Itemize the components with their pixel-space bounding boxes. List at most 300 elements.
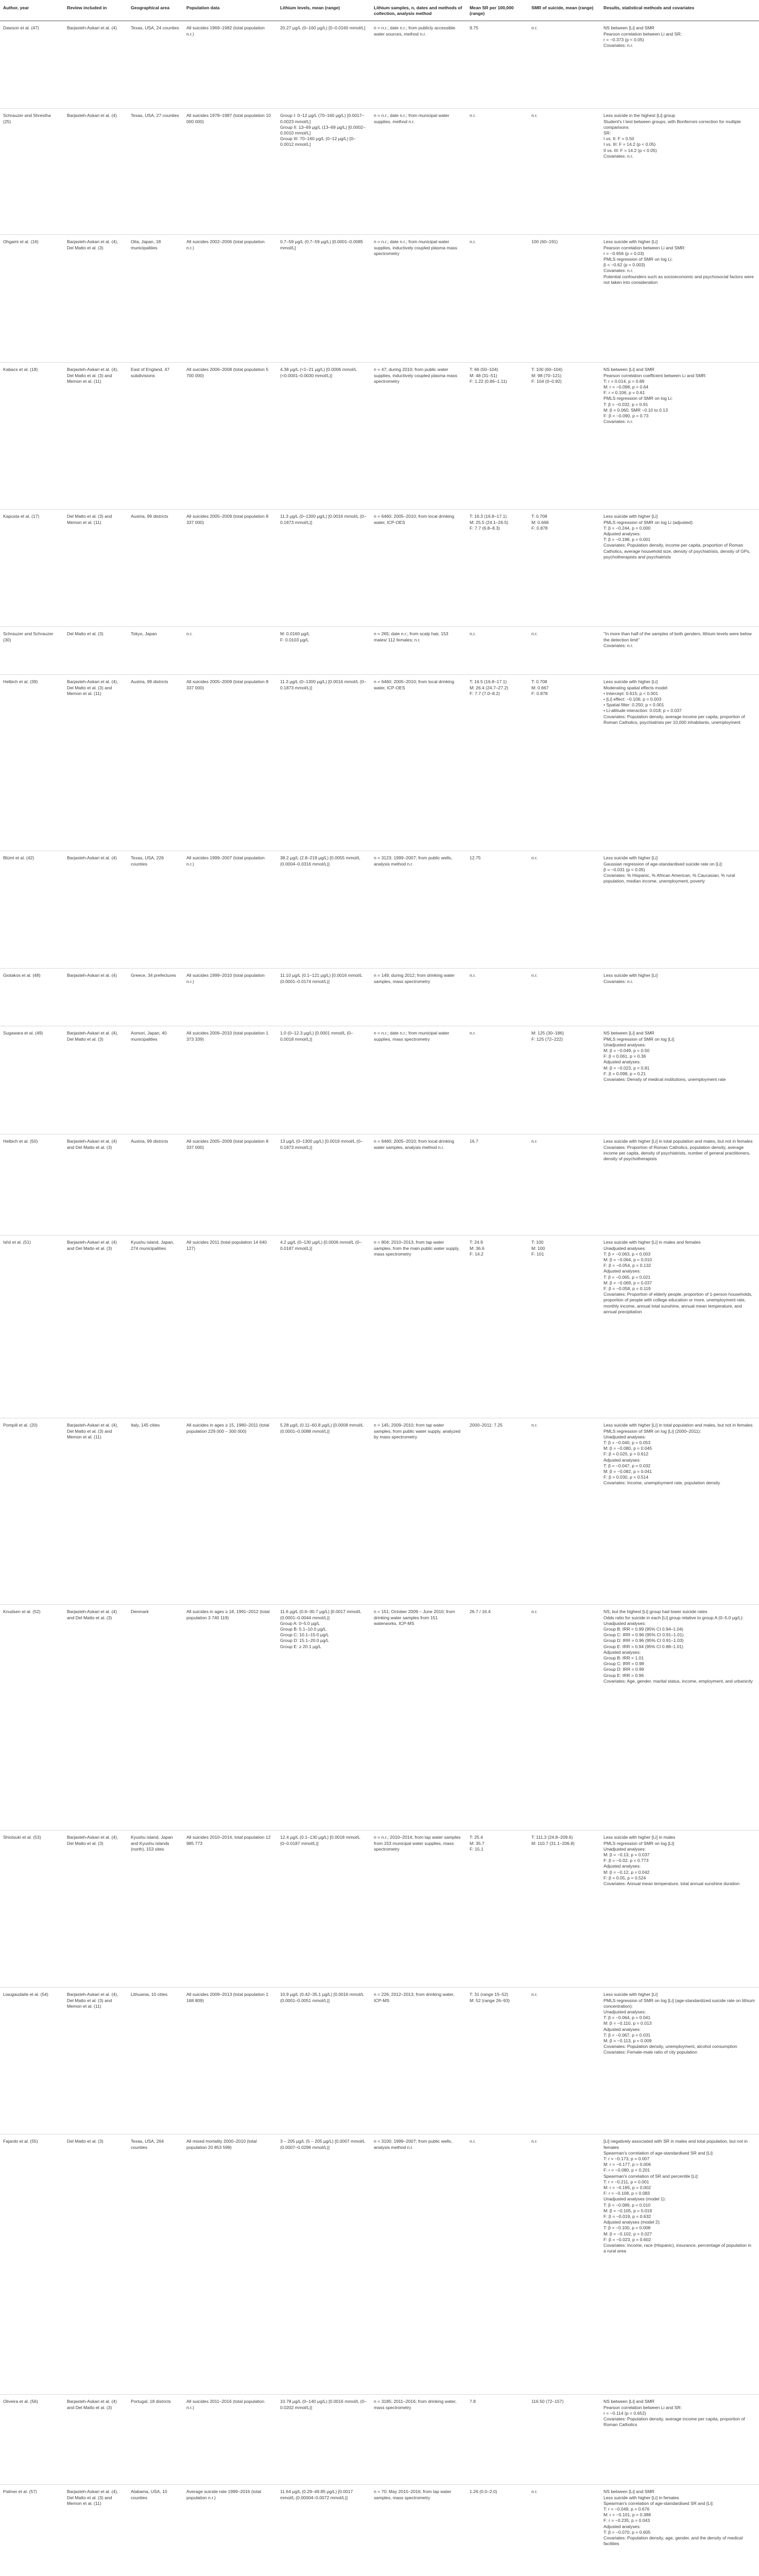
- author-cell: [0, 2134, 64, 2395]
- cell-text: Barjasteh-Askari et al. (4) and Del Matto et al. (3): [67, 1139, 118, 1150]
- cell-text: Helbich et al. (50): [3, 1139, 38, 1144]
- cell-text: Less suicide with higher [Li] Covariates: n.r.: [603, 973, 658, 984]
- cell-text: 11.10 μg/L (0.1–121 μg/L) [0.0016 mmol/L (0.0001–0.0174 mmol/L)]: [280, 973, 364, 984]
- author-cell: [0, 969, 64, 1026]
- cell-text: Texas, USA, 24 counties: [131, 25, 179, 31]
- table-row: [0, 851, 759, 969]
- review-cell: [64, 235, 128, 363]
- table-row: [0, 1831, 759, 1988]
- author-cell: [0, 1134, 64, 1235]
- cell-text: Denmark: [131, 1609, 149, 1615]
- cell-text: Kyushu island, Japan and Kyushu islands (north), 153 sites: [131, 1835, 175, 1852]
- table-row: [0, 675, 759, 851]
- smr-cell: [528, 363, 600, 510]
- smr-cell: [528, 1026, 600, 1134]
- samples-cell: [371, 21, 467, 109]
- cell-text: Kapusta et al. (17): [3, 514, 40, 519]
- review-cell: [64, 1026, 128, 1134]
- cell-text: n.r.: [531, 2139, 538, 2144]
- cell-text: n.r.: [531, 1422, 538, 1428]
- cell-text: All suicides 1978–1987 (total population 10 000 000): [186, 113, 272, 124]
- cell-text: Less suicide with higher [Li] PMLS regression of SMR on log [Li] (age-standardized suicide rate on lithium concentration): Unadjusted analyses: T: β = −0.064, p = 0.041 M: β = −0.110, p = 0.013 Adjusted analyses: T: β = −0.067, p = 0.031 M: β = −0.113, p = 0.009 Covariates: Population density, unemployment, alcohol consumption Covariates: Female-male ratio of city population: [603, 1992, 755, 2055]
- lithium-level-cell: [277, 1831, 371, 1988]
- cell-text: 20.27 μg/L (0–160 μg/L) [0–0.0160 mmol/L]: [280, 25, 366, 31]
- cell-text: n = 145; 2009–2010; from tap water samples, from public water supply, analyzed by mass spectrometry: [374, 1422, 462, 1439]
- samples-cell: [371, 2485, 467, 2576]
- suicide-rate-cell: [467, 1026, 528, 1134]
- review-cell: [64, 2485, 128, 2576]
- cell-text: n.r.: [470, 631, 476, 637]
- results-cell: [600, 1418, 759, 1605]
- cell-text: Barjasteh-Askari et al. (4), Del Matto et al. (3): [67, 239, 119, 250]
- cell-text: n.r.: [531, 1992, 538, 1997]
- results-cell: [600, 1831, 759, 1988]
- suicide-rate-cell: [467, 851, 528, 969]
- cell-text: Kyushu island, Japan, 274 municipalities: [131, 1240, 176, 1251]
- review-cell: [64, 1418, 128, 1605]
- smr-cell: [528, 235, 600, 363]
- cell-text: Schrauzer and Schrauzer (30): [3, 631, 55, 642]
- results-cell: [600, 675, 759, 851]
- cell-text: n = 6460; 2005–2010; from local drinking water, ICP-OES: [374, 514, 456, 525]
- cell-text: Helbich et al. (39): [3, 679, 38, 685]
- suicide-rate-cell: [467, 1235, 528, 1418]
- cell-text: T: 16.3 (16.8–17.1) M: 25.5 (24.1–26.5) F: 7.7 (6.8–8.3): [470, 514, 509, 531]
- cell-text: T: 24.9 M: 36.6 F: 14.2: [470, 1240, 485, 1257]
- cell-text: Pompili et al. (20): [3, 1422, 38, 1428]
- cell-text: Barjasteh-Askari et al. (4), Del Matto et al. (3) and Memon et al. (11): [67, 1422, 119, 1439]
- population-cell: [183, 2134, 277, 2395]
- suicide-rate-cell: [467, 363, 528, 510]
- smr-cell: [528, 969, 600, 1026]
- cell-text: 116.50 (72–157): [531, 2399, 564, 2404]
- cell-text: Texas, USA, 27 counties: [131, 113, 179, 118]
- cell-text: Texas, USA, 226 counties: [131, 855, 165, 867]
- cell-text: All suicides 2010–2014, total population 12 985 773: [186, 1835, 272, 1846]
- suicide-rate-cell: [467, 1134, 528, 1235]
- review-cell: [64, 1605, 128, 1831]
- samples-cell: [371, 675, 467, 851]
- column-header: Population data: [183, 0, 277, 21]
- column-header: Lithium samples, n, dates and methods of collection, analysis method: [371, 0, 467, 21]
- cell-text: Less suicide with higher [Li] Pearson correlation between Li and SMR: r = −0.656 (p = 0.03) PMLS regression of SMR on log Li: β = −0.62 (p = 0.003) Covariates: n.r. Potential confounders such as socioeconomic and psychosocial factors were not taken into consideration: [603, 239, 754, 285]
- cell-text: M: 125 (30–186) F: 125 (72–222): [531, 1030, 564, 1042]
- author-cell: [0, 1605, 64, 1831]
- cell-text: Portugal, 18 districts: [131, 2399, 171, 2404]
- cell-text: Barjasteh-Askari et al. (4) and Del Matto et al. (3): [67, 1609, 118, 1620]
- samples-cell: [371, 1418, 467, 1605]
- cell-text: All suicides 1999–2007 (total population n.r.): [186, 855, 266, 867]
- table-row: [0, 1418, 759, 1605]
- results-cell: [600, 851, 759, 969]
- area-cell: [128, 2395, 183, 2485]
- column-header: Geographical area: [128, 0, 183, 21]
- review-cell: [64, 2395, 128, 2485]
- lithium-level-cell: [277, 21, 371, 109]
- area-cell: [128, 1235, 183, 1418]
- cell-text: 12.4 μg/L (0.1–130 μg/L) [0.0018 mmol/L (0–0.0187 mmol/L)]: [280, 1835, 361, 1846]
- population-cell: [183, 1026, 277, 1134]
- samples-cell: [371, 1134, 467, 1235]
- lithium-level-cell: [277, 2134, 371, 2395]
- suicide-rate-cell: [467, 675, 528, 851]
- cell-text: n = 70; May 2015–2016; from tap water samples, mass spectrometry: [374, 2489, 453, 2500]
- samples-cell: [371, 109, 467, 235]
- area-cell: [128, 235, 183, 363]
- table-row: [0, 1605, 759, 1831]
- review-cell: [64, 969, 128, 1026]
- population-cell: [183, 109, 277, 235]
- suicide-rate-cell: [467, 627, 528, 675]
- samples-cell: [371, 2395, 467, 2485]
- cell-text: Barjasteh-Askari et al. (4) and Del Matto et al. (3): [67, 2399, 118, 2410]
- lithium-level-cell: [277, 363, 371, 510]
- samples-cell: [371, 851, 467, 969]
- cell-text: n.r.: [470, 113, 476, 118]
- cell-text: Average suicide rate 1999–2016 (total population n.r.): [186, 2489, 263, 2500]
- population-cell: [183, 363, 277, 510]
- cell-text: 11.3 μg/L (0–1300 μg/L) [0.0016 mmol/L (0–0.1873 mmol/L)]: [280, 514, 367, 525]
- lithium-level-cell: [277, 675, 371, 851]
- column-header: Mean SR per 100,000 (range): [467, 0, 528, 21]
- results-cell: [600, 1134, 759, 1235]
- cell-text: Barjasteh-Askari et al. (4): [67, 25, 117, 31]
- population-cell: [183, 1988, 277, 2134]
- cell-text: n.r.: [531, 855, 538, 861]
- cell-text: n.r.: [531, 973, 538, 978]
- suicide-rate-cell: [467, 109, 528, 235]
- cell-text: M: 0.0160 μg/L F: 0.0103 μg/L: [280, 631, 310, 642]
- author-cell: [0, 675, 64, 851]
- cell-text: Barjasteh-Askari et al. (4): [67, 113, 117, 118]
- author-cell: [0, 851, 64, 969]
- table-row: [0, 2485, 759, 2576]
- suicide-rate-cell: [467, 21, 528, 109]
- column-header: Lithium levels, mean (range): [277, 0, 371, 21]
- cell-text: Lithuania, 10 cities: [131, 1992, 168, 1997]
- cell-text: Aomori, Japan, 40 municipalities: [131, 1030, 168, 1042]
- cell-text: 12.75: [470, 855, 481, 861]
- cell-text: n.r.: [531, 1609, 538, 1615]
- results-cell: [600, 2395, 759, 2485]
- area-cell: [128, 1605, 183, 1831]
- population-cell: [183, 969, 277, 1026]
- cell-text: Less suicide with higher [Li] in total population and males, but not in females PMLS regression of SMR on log [Li] (2000–2011): Unadjusted analyses: T: β = −0.040, p = 0.053 M: β = −0.080, p = 0.045 F: β = 0.020, p = 0.612 Adjusted analyses: T: β = −0.047, p = 0.032 M: β = −0.082, p = 0.041 F: β = 0.030, p = 0.514 Covariates: Income, unemployment rate, population density: [603, 1422, 753, 1486]
- author-cell: [0, 1831, 64, 1988]
- cell-text: n = 3123; 1999–2007; from public wells, analysis method n.r.: [374, 855, 454, 867]
- table-row: [0, 1134, 759, 1235]
- author-cell: [0, 1026, 64, 1134]
- cell-text: 10.9 μg/L (0.42–35.1 μg/L) [0.0016 mmol/L (0.0001–0.0051 mmol/L)]: [280, 1992, 366, 2003]
- cell-text: All suicides 1969–1982 (total population n.r.): [186, 25, 266, 37]
- cell-text: Liaugaudaite et al. (54): [3, 1992, 48, 1997]
- cell-text: All suicides 1999–2010 (total population n.r.): [186, 973, 266, 984]
- cell-text: All suicides 2011–2016 (total population n.r.): [186, 2399, 266, 2410]
- author-cell: [0, 627, 64, 675]
- results-cell: [600, 1988, 759, 2134]
- column-header: Review included in: [64, 0, 128, 21]
- cell-text: Del Matto et al. (3): [67, 2139, 104, 2144]
- cell-text: T: 31 (range 15–52) M: 52 (range 26–93): [470, 1992, 510, 2003]
- cell-text: Del Matto et al. (3): [67, 631, 104, 637]
- suicide-rate-cell: [467, 1831, 528, 1988]
- area-cell: [128, 2485, 183, 2576]
- lithium-level-cell: [277, 1235, 371, 1418]
- review-cell: [64, 363, 128, 510]
- cell-text: 4.38 μg/L (<1–21 μg/L) [0.0006 mmol/L (<0.0001–0.0030 mmol/L)]: [280, 367, 358, 378]
- area-cell: [128, 510, 183, 627]
- samples-cell: [371, 1988, 467, 2134]
- samples-cell: [371, 1605, 467, 1831]
- cell-text: T: 25.4 M: 35.7 F: 15.1: [470, 1835, 485, 1852]
- lithium-level-cell: [277, 510, 371, 627]
- cell-text: n = 6460; 2005–2010; from local drinking water, ICP-OES: [374, 679, 456, 690]
- population-cell: [183, 1831, 277, 1988]
- author-cell: [0, 2395, 64, 2485]
- table-row: [0, 510, 759, 627]
- cell-text: n = n.r.; 2010–2014; from tap water samples from 153 municipal water supplies, mass spectrometry: [374, 1835, 462, 1852]
- review-cell: [64, 2134, 128, 2395]
- cell-text: Less suicide in the highest [Li] group Student's t test between groups, with Bonferroni correction for multiple comparisons SR: I vs. II: F = 0.50 I vs. III: F = 14.2 (p < 0.05) II vs. III: F = 14.2 (p < 0.05) Covariates: n.r.: [603, 113, 741, 159]
- suicide-rate-cell: [467, 969, 528, 1026]
- review-cell: [64, 1831, 128, 1988]
- population-cell: [183, 510, 277, 627]
- cell-text: T: 16.5 (16.8–17.1) M: 26.4 (24.7–27.2) F: 7.7 (7.0–8.2): [470, 679, 509, 696]
- samples-cell: [371, 510, 467, 627]
- smr-cell: [528, 675, 600, 851]
- lithium-level-cell: [277, 2485, 371, 2576]
- smr-cell: [528, 1134, 600, 1235]
- results-cell: [600, 969, 759, 1026]
- cell-text: Blüml et al. (42): [3, 855, 34, 861]
- cell-text: Less suicide with higher [Li] Moderating spatial effects model: • Intercept: 0.615; p < 0.001 • [Li] effect: −0.106; p = 0.003 • Spatial filter: 0.250; p < 0.001 • Li-altitude interaction: 0.018; p = 0.037 Covariates: Population density, average income per capita, proportion of Roman Catholics, psychiatrists per 10,000 inhabitants, unemployment: [603, 679, 745, 725]
- author-cell: [0, 21, 64, 109]
- cell-text: Austria, 99 districts: [131, 1139, 168, 1144]
- review-cell: [64, 675, 128, 851]
- cell-text: n.r.: [531, 113, 538, 118]
- area-cell: [128, 2134, 183, 2395]
- author-cell: [0, 235, 64, 363]
- cell-text: n.r.: [531, 631, 538, 637]
- results-cell: [600, 1605, 759, 1831]
- results-cell: [600, 2485, 759, 2576]
- samples-cell: [371, 1026, 467, 1134]
- population-cell: [183, 675, 277, 851]
- cell-text: Barjasteh-Askari et al. (4), Del Matto et al. (3) and Memon et al. (11): [67, 1992, 119, 2009]
- cell-text: 11.64 μg/L (0.29–49.85 μg/L) [0.0017 mmol/L (0.00004–0.0072 mmol/L)]: [280, 2489, 354, 2500]
- suicide-rate-cell: [467, 1988, 528, 2134]
- cell-text: n = 226; 2012–2013; from drinking water, ICP-MS: [374, 1992, 456, 2003]
- cell-text: NS between [Li] and SMR Pearson correlation between Li and SR: r = −0.114 (p = 0.652) Covariates: Population density, average income per capita, proportion of Roman Catholics: [603, 2399, 745, 2428]
- table-row: [0, 2134, 759, 2395]
- cell-text: All suicides 2006–2008 (total population 5 700 000): [186, 367, 270, 378]
- cell-text: 0.7–59 μg/L (0.7–59 μg/L) [0.0001–0.0085 mmol/L]: [280, 239, 365, 250]
- results-cell: [600, 510, 759, 627]
- cell-text: n = 265; date n.r.; from scalp hair, 153 males/ 112 females; n.r.: [374, 631, 450, 642]
- cell-text: n = 151; October 2009 – June 2010; from drinking water samples from 151 waterworks, ICP-MS: [374, 1609, 456, 1626]
- samples-cell: [371, 235, 467, 363]
- lithium-level-cell: [277, 1134, 371, 1235]
- author-cell: [0, 363, 64, 510]
- cell-text: n = 804; 2010–2013; from tap water samples, from the main public water supply, mass spectrometry: [374, 1240, 461, 1257]
- cell-text: Barjasteh-Askari et al. (4), Del Matto et al. (3) and Memon et al. (11): [67, 367, 119, 384]
- cell-text: NS, but the highest [Li] group had lower suicide rates Odds ratio for suicide in each [Li] group relative to group A (0–5.0 μg/L): Unadjusted analyses: Group B: IRR = 0.99 (95% CI 0.94–1.04) Group C: IRR = 0.96 (95% CI 0.91–1.01) Group D: IRR = 0.96 (95% CI 0.91–1.03) Group E: IRR = 0.94 (95% CI 0.88–1.01) Adjusted analyses: Group B: IRR = 1.01 Group C: IRR = 0.98 Group D: IRR = 0.99 Group E: IRR = 0.96 Covariates: Age, gender, marital status, income, employment, and urbanicity: [603, 1609, 753, 1684]
- suicide-rate-cell: [467, 1418, 528, 1605]
- cell-text: Greece, 34 prefectures: [131, 973, 176, 978]
- cell-text: Kabacs et al. (18): [3, 367, 38, 372]
- suicide-rate-cell: [467, 2485, 528, 2576]
- cell-text: East of England, 47 subdivisions: [131, 367, 171, 378]
- smr-cell: [528, 1418, 600, 1605]
- table-row: [0, 235, 759, 363]
- cell-text: Alabama, USA, 10 counties: [131, 2489, 169, 2500]
- samples-cell: [371, 969, 467, 1026]
- cell-text: n = 6460; 2005–2010; from local drinking water samples, analysis method n.r.: [374, 1139, 456, 1150]
- cell-text: [Li] negatively associated with SR in males and total population, but not in females Spearman's correlation of age-standardised SR and [Li]: T: r = −0.173, p = 0.007 M: r = −0.177, p = 0.006 F: r = −0.080, p = 0.201 Spearman's correlation of SR and percentile [Li]: T: r = −0.211, p = 0.001 M: r = −0.195, p = 0.002 F: r = −0.108, p = 0.083 Unadjusted analyses (model 1): T: β = −0.089, p = 0.010 M: β = −0.105, p = 0.019 F: β = −0.019, p = 0.632 Adjusted analyses (model 2): T: β = −0.100, p = 0.008 M: β = −0.102, p = 0.027 F: β = −0.023, p = 0.602 Covariates: Income, race (Hispanic), insurance, percentage of population in a rural area: [603, 2139, 752, 2254]
- lithium-level-cell: [277, 2395, 371, 2485]
- cell-text: 16.7: [470, 1139, 478, 1144]
- smr-cell: [528, 2485, 600, 2576]
- cell-text: 26.7 / 16.4: [470, 1609, 491, 1615]
- smr-cell: [528, 1988, 600, 2134]
- cell-text: 9.75: [470, 25, 478, 31]
- cell-text: n = n.r.; date n.r.; from municipal water supplies, mass spectrometry: [374, 1030, 451, 1042]
- author-cell: [0, 109, 64, 235]
- suicide-rate-cell: [467, 2134, 528, 2395]
- author-cell: [0, 1988, 64, 2134]
- cell-text: 1.0 (0–12.3 μg/L) [0.0001 mmol/L (0–0.0018 mmol/L)]: [280, 1030, 353, 1042]
- area-cell: [128, 21, 183, 109]
- cell-text: All suicides 2002–2006 (total population n.r.): [186, 239, 266, 250]
- samples-cell: [371, 1831, 467, 1988]
- cell-text: T: 111.3 (24.8–209.6) M: 110.7 (31.1–206.8): [531, 1835, 575, 1846]
- cell-text: n = 3100; 1999–2007; from public wells, analysis method n.r.: [374, 2139, 454, 2150]
- cell-text: All mixed mortality 2000–2010 (total population 20 853 599): [186, 2139, 258, 2150]
- population-cell: [183, 1418, 277, 1605]
- results-cell: [600, 627, 759, 675]
- cell-text: NS between [Li] and SMR Less suicide with higher [Li] in females Spearman's correlation of age-standardised SR and [Li]: T: r = −0.049, p = 0.676 M: r = −0.101, p = 0.388 F: r = −0.235, p = 0.043 Adjusted analyses: T: β = −0.070, p = 0.605 Covariates: Population density, age, gender, and the density of medical facilities: [603, 2489, 743, 2547]
- results-cell: [600, 1026, 759, 1134]
- cell-text: Austria, 99 districts: [131, 679, 168, 685]
- smr-cell: [528, 510, 600, 627]
- cell-text: Schrauzer and Shrestha (25): [3, 113, 53, 124]
- table-row: [0, 627, 759, 675]
- table-row: [0, 21, 759, 109]
- cell-text: Sugawara et al. (49): [3, 1030, 43, 1036]
- population-cell: [183, 851, 277, 969]
- smr-cell: [528, 627, 600, 675]
- cell-text: Barjasteh-Askari et al. (4) and Del Matto et al. (3): [67, 1240, 118, 1251]
- cell-text: 38.2 μg/L (2.8–219 μg/L) [0.0055 mmol/L (0.0004–0.0316 mmol/L)]: [280, 855, 361, 867]
- column-header: SMR of suicide, mean (range): [528, 0, 600, 21]
- cell-text: All suicides in ages ≥ 18, 1991–2012 (total population 3 740 119): [186, 1609, 271, 1620]
- population-cell: [183, 2485, 277, 2576]
- cell-text: 10.78 μg/L (0–140 μg/L) [0.0016 mmol/L (0–0.0202 mmol/L)]: [280, 2399, 367, 2410]
- cell-text: 11.3 μg/L (0–1300 μg/L) [0.0016 mmol/L (0–0.1873 mmol/L)]: [280, 679, 367, 690]
- cell-text: Less suicide with higher [Li] PMLS regression of SMR on log Li (adjusted): T: β = −0.244, p = 0.000 Adjusted analyses: T: β = −0.198, p = 0.001 Covariates: Population density, income per capita, proportion of Roman Catholics, average household size, density of psychiatrists, density of GPs, psychotherapists and psychiatrists: [603, 514, 751, 560]
- smr-cell: [528, 1605, 600, 1831]
- samples-cell: [371, 363, 467, 510]
- population-cell: [183, 627, 277, 675]
- area-cell: [128, 851, 183, 969]
- smr-cell: [528, 21, 600, 109]
- area-cell: [128, 363, 183, 510]
- area-cell: [128, 1026, 183, 1134]
- results-cell: [600, 1235, 759, 1418]
- table-row: [0, 2395, 759, 2485]
- population-cell: [183, 2395, 277, 2485]
- population-cell: [183, 235, 277, 363]
- population-cell: [183, 1235, 277, 1418]
- review-cell: [64, 1235, 128, 1418]
- cell-text: Tokyo, Japan: [131, 631, 157, 637]
- cell-text: Barjasteh-Askari et al. (4), Del Matto et al. (3): [67, 1835, 119, 1846]
- cell-text: Barjasteh-Askari et al. (4), Del Matto et al. (3): [67, 1030, 119, 1042]
- cell-text: All suicides 2011 (total population 14 640 127): [186, 1240, 268, 1251]
- area-cell: [128, 969, 183, 1026]
- cell-text: Austria, 99 districts: [131, 514, 168, 519]
- table-row: [0, 969, 759, 1026]
- cell-text: T: 0.708 M: 0.668 F: 0.878: [531, 514, 549, 531]
- population-cell: [183, 1134, 277, 1235]
- lithium-level-cell: [277, 1988, 371, 2134]
- cell-text: T: 66 (50–104) M: 48 (31–51) F: 1.22 (0.86–1.11): [470, 367, 507, 384]
- cell-text: Barjasteh-Askari et al. (4): [67, 855, 117, 861]
- author-cell: [0, 1235, 64, 1418]
- cell-text: Knudsen et al. (52): [3, 1609, 41, 1615]
- area-cell: [128, 1134, 183, 1235]
- suicide-rate-cell: [467, 1605, 528, 1831]
- smr-cell: [528, 1235, 600, 1418]
- area-cell: [128, 1831, 183, 1988]
- results-cell: [600, 363, 759, 510]
- lithium-level-cell: [277, 969, 371, 1026]
- table-row: [0, 363, 759, 510]
- cell-text: T: 100 (60–104) M: 98 (70–121) F: 104 (0–0.82): [531, 367, 563, 384]
- cell-text: "In more than half of the samples of both genders, lithium levels were below the detection limit" Covariates: n.r.: [603, 631, 752, 648]
- cell-text: 11.6 μg/L (0.6–30.7 μg/L) [0.0017 mmol/L (0.0001–0.0044 mmol/L)] Group A: 0–5.0 μg/L Group B: 5.1–10.0 μg/L Group C: 10.1–15.0 μg/L Group D: 15.1–20.0 μg/L Group E: ≥ 20.1 μg/L: [280, 1609, 361, 1649]
- cell-text: Fajardo et al. (55): [3, 2139, 38, 2144]
- lithium-level-cell: [277, 627, 371, 675]
- cell-text: 100 (60–191): [531, 239, 558, 245]
- cell-text: Dawson et al. (47): [3, 25, 39, 31]
- suicide-rate-cell: [467, 510, 528, 627]
- cell-text: Oliveira et al. (56): [3, 2399, 38, 2404]
- cell-text: n = n.r.; date n.r.; from publicly accessible water sources, method n.r.: [374, 25, 457, 37]
- table-row: [0, 1988, 759, 2134]
- smr-cell: [528, 2134, 600, 2395]
- cell-text: Less suicide with higher [Li] in males and females Unadjusted analyses: T: β = −0.063, p = 0.003 M: β = −0.064, p = 0.010 F: β = −0.054, p = 0.132 Adjusted analyses: T: β = −0.065, p = 0.021 M: β = −0.069, p = 0.037 F: β = −0.058, p = 0.119 Covariates: Proportion of elderly people, proportion of 1-person households, proportion of people with college education or more, unemployment rate, monthly income, annual total sunshine, annual mean temperature, and annual precipitation: [603, 1240, 753, 1314]
- cell-text: n.r.: [531, 1139, 538, 1144]
- review-cell: [64, 21, 128, 109]
- review-cell: [64, 1988, 128, 2134]
- cell-text: n = n.r.; date n.r.; from municipal water supplies, method n.r.: [374, 113, 451, 124]
- smr-cell: [528, 1831, 600, 1988]
- samples-cell: [371, 627, 467, 675]
- cell-text: T: 0.708 M: 0.667 F: 0.878: [531, 679, 549, 696]
- cell-text: Group I: 0–12 μg/L (70–160 μg/L) [0.0017–0.0023 mmol/L] Group II: 13–69 μg/L (13–69 μg/L) [0.0002–0.0010 mmol/L] Group III: 70–160 μg/L (0–12 μg/L) [0–0.0012 mmol/L]: [280, 113, 366, 147]
- review-cell: [64, 109, 128, 235]
- cell-text: 2000–2011: 7.25: [470, 1422, 503, 1428]
- review-cell: [64, 1134, 128, 1235]
- cell-text: Del Matto et al. (3) and Memon et al. (11): [67, 514, 113, 525]
- table-row: [0, 109, 759, 235]
- results-cell: [600, 2134, 759, 2395]
- cell-text: Barjasteh-Askari et al. (4), Del Matto et al. (3) and Memon et al. (11): [67, 679, 119, 696]
- cell-text: Less suicide with higher [Li] in males PMLS regression of SMR on log [Li]: Unadjusted analyses: M: β = −0.13, p = 0.037 F: β = −0.02, p = 0.773 Adjusted analyses: M: β = −0.12, p = 0.042 F: β = 0.05, p = 0.524 Covariates: Annual mean temperature, total annual sunshine duration: [603, 1835, 740, 1887]
- cell-text: Barjasteh-Askari et al. (4), Del Matto et al. (3) and Memon et al. (11): [67, 2489, 119, 2506]
- cell-text: Ishii et al. (51): [3, 1240, 31, 1245]
